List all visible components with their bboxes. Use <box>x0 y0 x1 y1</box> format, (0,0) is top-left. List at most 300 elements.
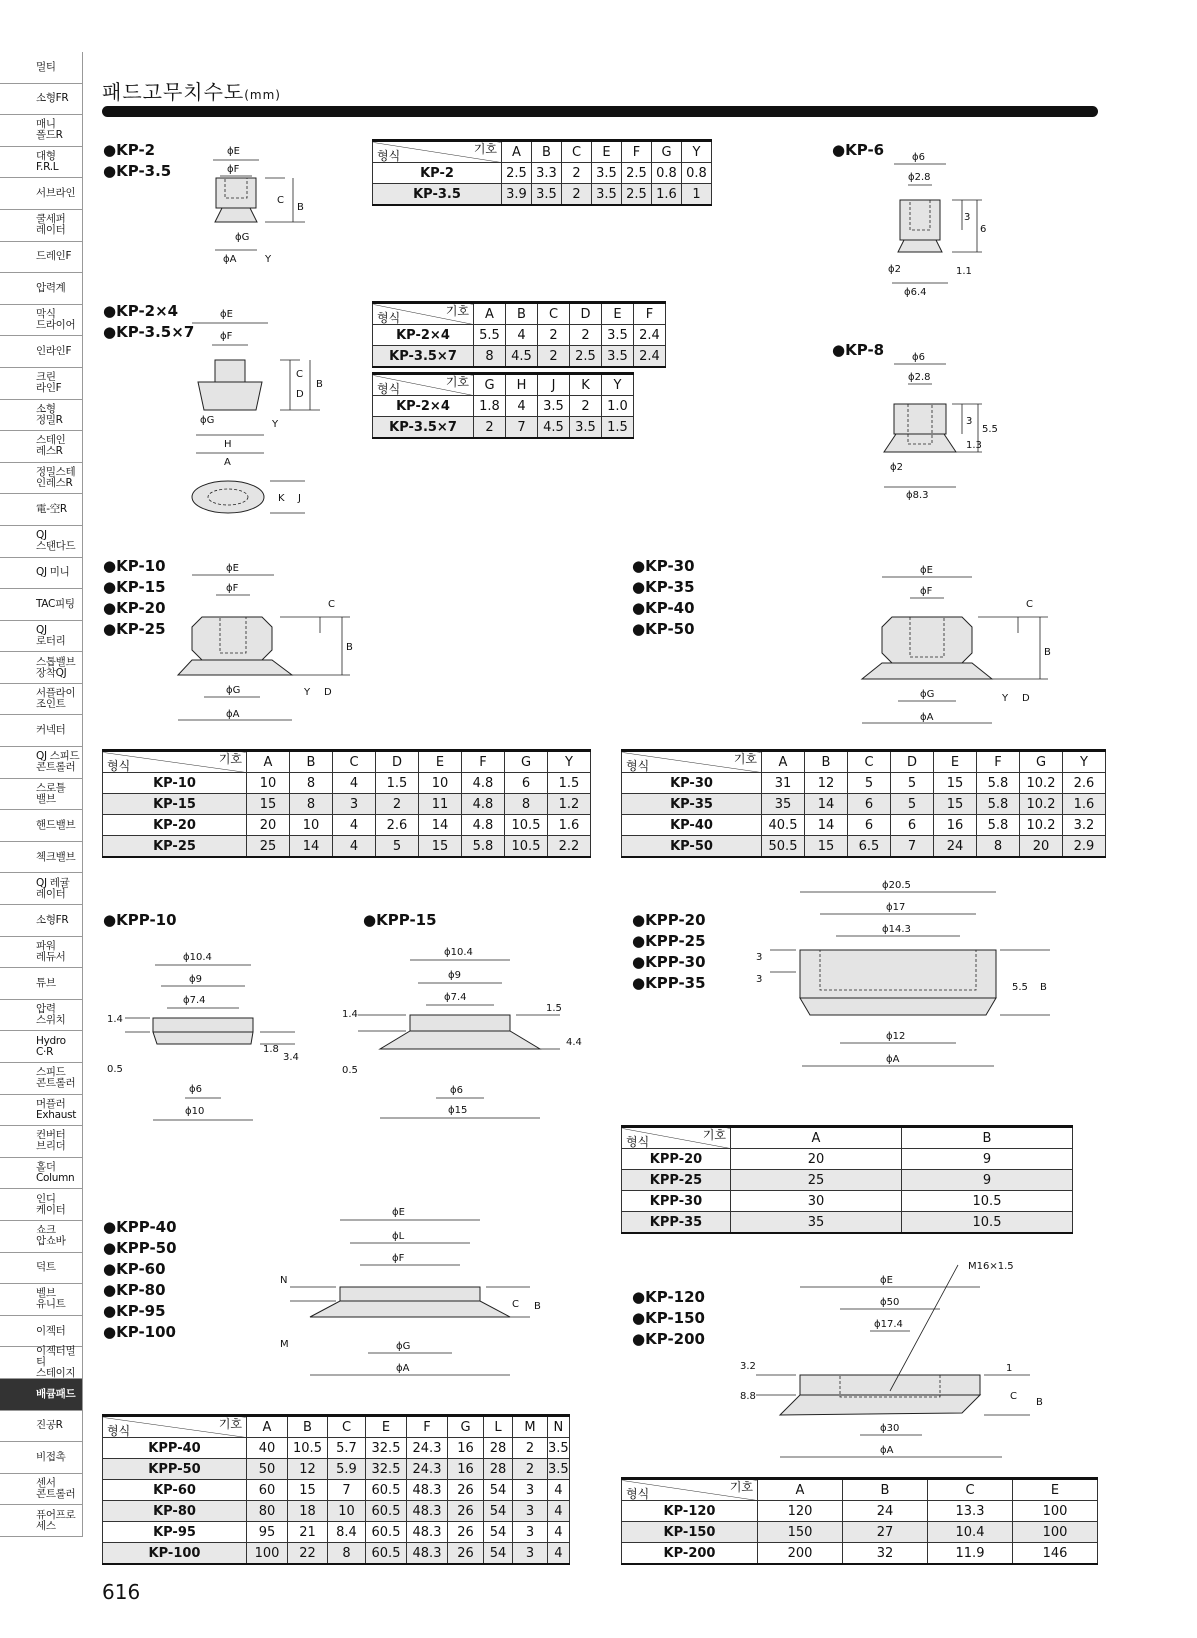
model-label: 형식 <box>626 1487 650 1501</box>
cell-value: 16 <box>934 815 977 836</box>
sidebar-item[interactable]: 스로틀 밸브 <box>0 779 83 811</box>
cell-value: 5.9 <box>328 1459 366 1480</box>
cell-value: 6 <box>848 794 891 815</box>
dim-label: ϕ20.5 <box>882 880 911 891</box>
sidebar-item[interactable]: 스피드 콘트롤러 <box>0 1063 83 1095</box>
cell-value: 8 <box>290 773 333 794</box>
table-corner-header <box>622 1479 758 1501</box>
model-name: ● KP-2×4 <box>103 301 194 322</box>
model-name: ● KP-30 <box>632 556 695 577</box>
sidebar-item[interactable]: 인디 케이터 <box>0 1189 83 1221</box>
cell-value: 12 <box>805 773 848 794</box>
dim-label: ϕ50 <box>880 1297 900 1308</box>
cell-value: 8 <box>474 346 506 368</box>
row-model: KPP-35 <box>622 1212 731 1234</box>
dim-label: C <box>277 195 284 206</box>
table-row <box>622 1149 1073 1170</box>
sidebar-item[interactable]: QJ 스탠다드 <box>0 526 83 558</box>
sidebar-item[interactable]: 핸드밸브 <box>0 810 83 842</box>
column-header: K <box>570 374 602 396</box>
model-name: ● KP-20 <box>103 598 166 619</box>
model-list-kp8 <box>832 340 884 361</box>
drawing-kp30 <box>868 555 1068 730</box>
dim-label: ϕ10 <box>185 1106 205 1117</box>
dim-label: ϕA <box>396 1363 410 1374</box>
column-header: B <box>290 751 333 773</box>
cell-value: 1 <box>682 184 712 206</box>
cell-value: 4 <box>333 773 376 794</box>
sidebar-item[interactable]: 쿨세퍼 레이터 <box>0 210 83 242</box>
cell-value: 2.5 <box>622 163 652 184</box>
cell-value: 32 <box>843 1543 928 1565</box>
model-list-kp6 <box>832 140 884 161</box>
model-name: ● KP-200 <box>632 1329 705 1350</box>
sidebar-item[interactable]: 소형FR <box>0 905 83 937</box>
dim-label: ϕ10.4 <box>183 952 212 963</box>
cell-value: 35 <box>762 794 805 815</box>
model-list-kpp40 <box>103 1217 177 1343</box>
dim-label: ϕF <box>226 583 239 594</box>
dim-label: J <box>298 493 301 504</box>
sidebar-item[interactable]: 튜브 <box>0 968 83 1000</box>
model-name: ● KP-3.5×7 <box>103 322 194 343</box>
cell-value: 28 <box>484 1459 513 1480</box>
dim-label: C <box>328 599 335 610</box>
column-header: E <box>592 141 622 163</box>
table-row <box>103 836 591 858</box>
cell-value: 2.6 <box>1063 773 1106 794</box>
drawing-kp6 <box>882 150 1002 298</box>
cell-value: 10.4 <box>928 1522 1013 1543</box>
column-header: F <box>634 303 666 325</box>
cell-value: 4 <box>548 1480 570 1501</box>
dim-label: 1.4 <box>342 1009 358 1020</box>
table-corner-header <box>622 751 762 773</box>
row-model: KP-60 <box>103 1480 247 1501</box>
cell-value: 4.8 <box>462 794 505 815</box>
cell-value: 8 <box>290 794 333 815</box>
sidebar-item[interactable]: 스톱밸브 장착QJ <box>0 652 83 684</box>
sidebar-item[interactable]: 매니 폴드R <box>0 115 83 147</box>
cell-value: 5.8 <box>977 815 1020 836</box>
column-header: C <box>848 751 891 773</box>
dim-label: ϕ6 <box>912 352 925 363</box>
cell-value: 3 <box>513 1501 548 1522</box>
drawing-kpp15 <box>340 935 590 1115</box>
cell-value: 10.2 <box>1020 815 1063 836</box>
table-row <box>373 417 634 439</box>
model-list-kpp15 <box>363 910 437 931</box>
dim-label: ϕ2 <box>890 462 903 473</box>
sidebar-index <box>0 52 83 1537</box>
dim-label: ϕG <box>920 689 935 700</box>
symbol-label: 기호 <box>445 375 469 389</box>
sidebar-item[interactable]: 비접촉 <box>0 1442 83 1474</box>
cell-value: 10.5 <box>505 836 548 858</box>
sidebar-item[interactable]: 퓨어프로 세스 <box>0 1505 83 1537</box>
sidebar-item[interactable]: 스테인 레스R <box>0 431 83 463</box>
cell-value: 48.3 <box>407 1480 448 1501</box>
table-row <box>103 794 591 815</box>
cell-value: 10 <box>247 773 290 794</box>
cell-value: 48.3 <box>407 1522 448 1543</box>
dim-label: ϕF <box>392 1253 405 1264</box>
sidebar-item[interactable]: 커넥터 <box>0 715 83 747</box>
sidebar-item[interactable]: 덕트 <box>0 1253 83 1285</box>
cell-value: 25 <box>731 1170 902 1191</box>
cell-value: 40.5 <box>762 815 805 836</box>
dim-label: N <box>280 1275 288 1286</box>
dim-label: H <box>224 439 232 450</box>
model-list-kp120 <box>632 1287 705 1350</box>
sidebar-item[interactable]: 電-空R <box>0 494 83 526</box>
cell-value: 14 <box>290 836 333 858</box>
dim-label: ϕ9 <box>189 974 202 985</box>
dim-label: ϕ30 <box>880 1423 900 1434</box>
dim-label: Y <box>265 254 272 265</box>
dim-label: B <box>316 379 323 390</box>
column-header: C <box>538 303 570 325</box>
drawing-kp120 <box>740 1261 1070 1465</box>
cell-value: 10.2 <box>1020 794 1063 815</box>
cell-value: 7 <box>891 836 934 858</box>
dim-label: 3 <box>966 416 973 427</box>
cell-value: 1.5 <box>548 773 591 794</box>
model-label: 형식 <box>107 1424 131 1438</box>
dim-label: C <box>1010 1391 1017 1402</box>
column-header: A <box>247 1416 288 1438</box>
column-header: E <box>934 751 977 773</box>
row-model: KPP-50 <box>103 1459 247 1480</box>
dim-label: ϕ8.3 <box>906 490 929 501</box>
dim-label: B <box>1044 647 1051 658</box>
cell-value: 2 <box>376 794 419 815</box>
dim-label: ϕE <box>220 309 233 320</box>
model-name: ● KPP-50 <box>103 1238 177 1259</box>
cell-value: 2 <box>562 184 592 206</box>
dim-label: ϕ6.4 <box>904 287 927 298</box>
cell-value: 10 <box>328 1501 366 1522</box>
cell-value: 32.5 <box>366 1459 407 1480</box>
sidebar-item[interactable]: 쇼크 압쇼바 <box>0 1221 83 1253</box>
dim-label: Y <box>304 687 311 698</box>
sidebar-item[interactable]: 대형 F.R.L <box>0 147 83 179</box>
sidebar-item[interactable]: 머플러 Exhaust <box>0 1095 83 1127</box>
cell-value: 21 <box>288 1522 328 1543</box>
cell-value: 2 <box>513 1459 548 1480</box>
column-header: Y <box>548 751 591 773</box>
cell-value: 14 <box>805 815 848 836</box>
column-header: C <box>328 1416 366 1438</box>
column-header: F <box>462 751 505 773</box>
cell-value: 2.6 <box>376 815 419 836</box>
row-model: KP-2 <box>373 163 502 184</box>
model-list-kp2 <box>103 140 171 182</box>
cell-value: 6.5 <box>848 836 891 858</box>
dim-label: ϕ6 <box>450 1085 463 1096</box>
column-header: G <box>474 374 506 396</box>
dim-label: ϕ6 <box>912 152 925 163</box>
drawing-kp10 <box>180 555 370 725</box>
cell-value: 3.5 <box>592 163 622 184</box>
column-header: G <box>1020 751 1063 773</box>
column-header: H <box>506 374 538 396</box>
cell-value: 2.2 <box>548 836 591 858</box>
row-model: KP-10 <box>103 773 247 794</box>
sidebar-item[interactable]: 배큠패드 <box>0 1379 83 1411</box>
column-header: G <box>652 141 682 163</box>
cell-value: 2 <box>570 396 602 417</box>
column-header: A <box>502 141 532 163</box>
sidebar-item[interactable]: 첵크밸브 <box>0 842 83 874</box>
cell-value: 20 <box>247 815 290 836</box>
cell-value: 2 <box>513 1438 548 1459</box>
dim-label: 0.5 <box>107 1064 123 1075</box>
cell-value: 95 <box>247 1522 288 1543</box>
page-number: 616 <box>102 1580 141 1604</box>
cell-value: 1.6 <box>1063 794 1106 815</box>
cell-value: 10 <box>290 815 333 836</box>
row-model: KPP-25 <box>622 1170 731 1191</box>
table-row <box>622 836 1106 858</box>
sidebar-item[interactable]: 이젝터 <box>0 1316 83 1348</box>
column-header: B <box>288 1416 328 1438</box>
cell-value: 5.8 <box>977 773 1020 794</box>
sidebar-item[interactable]: 파워 레듀서 <box>0 937 83 969</box>
dim-label: 5.5 <box>1012 982 1028 993</box>
dim-label: C <box>512 1299 519 1310</box>
model-label: 형식 <box>626 1135 650 1149</box>
sidebar-item[interactable]: 압력계 <box>0 273 83 305</box>
sidebar-item[interactable]: 멀티 <box>0 52 83 84</box>
dim-label: ϕG <box>200 415 215 426</box>
dim-label: ϕ17.4 <box>874 1319 903 1330</box>
row-model: KP-2×4 <box>373 396 474 417</box>
dim-label: ϕE <box>226 563 239 574</box>
cell-value: 3.3 <box>532 163 562 184</box>
sidebar-item[interactable]: 인라인F <box>0 336 83 368</box>
symbol-label: 기호 <box>733 752 757 766</box>
dim-label: B <box>297 202 304 213</box>
column-header: M <box>513 1416 548 1438</box>
dim-label: ϕE <box>920 565 933 576</box>
dim-label: 1 <box>1006 1363 1013 1374</box>
sidebar-item[interactable]: QJ 미니 <box>0 558 83 590</box>
sidebar-item[interactable]: QJ 로터리 <box>0 621 83 653</box>
dim-label: ϕ2 <box>888 264 901 275</box>
sidebar-item[interactable]: 드레인F <box>0 242 83 274</box>
table-corner-header <box>103 751 247 773</box>
cell-value: 5.8 <box>462 836 505 858</box>
drawing-kpp40 <box>280 1205 560 1390</box>
table-corner-header <box>103 1416 247 1438</box>
sidebar-item[interactable]: Hydro C·R <box>0 1031 83 1063</box>
sidebar-item[interactable]: 벨브 유니트 <box>0 1284 83 1316</box>
table-row <box>103 815 591 836</box>
cell-value: 4 <box>333 815 376 836</box>
cell-value: 5.7 <box>328 1438 366 1459</box>
column-header: F <box>407 1416 448 1438</box>
sidebar-item[interactable]: 진공R <box>0 1411 83 1443</box>
cell-value: 4.5 <box>538 417 570 439</box>
sidebar-item[interactable]: 이젝터멀티 스테이지 <box>0 1347 83 1379</box>
dim-label: ϕ7.4 <box>183 995 206 1006</box>
column-header: Y <box>682 141 712 163</box>
cell-value: 2 <box>474 417 506 439</box>
row-model: KP-120 <box>622 1501 758 1522</box>
cell-value: 5 <box>376 836 419 858</box>
dim-label: ϕ14.3 <box>882 924 911 935</box>
symbol-label: 기호 <box>218 752 242 766</box>
spec-table-kp30 <box>621 749 1106 858</box>
cell-value: 12 <box>288 1459 328 1480</box>
cell-value: 30 <box>731 1191 902 1212</box>
table-corner-header <box>373 141 502 163</box>
sidebar-item[interactable]: 소형FR <box>0 84 83 116</box>
cell-value: 100 <box>247 1543 288 1565</box>
cell-value: 4 <box>548 1501 570 1522</box>
sidebar-item[interactable]: 센서 콘트롤러 <box>0 1474 83 1506</box>
sidebar-item[interactable]: 크린 라인F <box>0 368 83 400</box>
cell-value: 2.5 <box>622 184 652 206</box>
cell-value: 27 <box>843 1522 928 1543</box>
sidebar-item[interactable]: QJ 스피드 콘트롤러 <box>0 747 83 779</box>
dim-label: 4.4 <box>566 1037 582 1048</box>
dim-label: 3.4 <box>283 1052 299 1063</box>
sidebar-item[interactable]: 소형 정밀R <box>0 400 83 432</box>
dim-label: ϕ17 <box>886 902 906 913</box>
row-model: KP-40 <box>622 815 762 836</box>
cell-value: 14 <box>805 794 848 815</box>
column-header: E <box>1013 1479 1098 1501</box>
cell-value: 10.2 <box>1020 773 1063 794</box>
model-name: ● KPP-15 <box>363 910 437 931</box>
cell-value: 11.9 <box>928 1543 1013 1565</box>
sidebar-item[interactable]: 서브라인 <box>0 178 83 210</box>
cell-value: 3 <box>513 1480 548 1501</box>
dim-label: 1.5 <box>546 1003 562 1014</box>
title-divider <box>102 106 1098 117</box>
model-name: ● KP-80 <box>103 1280 177 1301</box>
cell-value: 60.5 <box>366 1543 407 1565</box>
row-model: KP-100 <box>103 1543 247 1565</box>
column-header: D <box>570 303 602 325</box>
cell-value: 8 <box>328 1543 366 1565</box>
cell-value: 1.8 <box>474 396 506 417</box>
spec-table-kp2x4-a <box>372 301 666 368</box>
drawing-kp2x4 <box>190 305 340 515</box>
cell-value: 3.5 <box>532 184 562 206</box>
cell-value: 26 <box>448 1543 484 1565</box>
cell-value: 3 <box>513 1522 548 1543</box>
symbol-label: 기호 <box>729 1480 753 1494</box>
column-header: A <box>474 303 506 325</box>
cell-value: 48.3 <box>407 1501 448 1522</box>
row-model: KP-30 <box>622 773 762 794</box>
cell-value: 15 <box>288 1480 328 1501</box>
cell-value: 200 <box>758 1543 843 1565</box>
dim-label: B <box>1040 982 1047 993</box>
cell-value: 26 <box>448 1480 484 1501</box>
cell-value: 5 <box>891 773 934 794</box>
dim-label: 3 <box>964 212 971 223</box>
cell-value: 3.5 <box>602 346 634 368</box>
row-model: KP-2×4 <box>373 325 474 346</box>
row-model: KPP-30 <box>622 1191 731 1212</box>
dim-label: 1.1 <box>956 266 972 277</box>
cell-value: 150 <box>758 1522 843 1543</box>
cell-value: 48.3 <box>407 1543 448 1565</box>
cell-value: 5.8 <box>977 794 1020 815</box>
column-header: B <box>902 1127 1073 1149</box>
cell-value: 18 <box>288 1501 328 1522</box>
dim-label: ϕ10.4 <box>444 947 473 958</box>
model-name: ● KPP-30 <box>632 952 706 973</box>
cell-value: 4 <box>548 1522 570 1543</box>
column-header: A <box>758 1479 843 1501</box>
sidebar-item[interactable]: 컨버터 브리더 <box>0 1126 83 1158</box>
sidebar-item[interactable]: QJ 레귤 레이터 <box>0 873 83 905</box>
cell-value: 32.5 <box>366 1438 407 1459</box>
cell-value: 7 <box>506 417 538 439</box>
spec-table-kp120 <box>621 1477 1098 1565</box>
cell-value: 1.5 <box>376 773 419 794</box>
sidebar-item[interactable]: 막식 드라이어 <box>0 305 83 337</box>
cell-value: 2.4 <box>634 325 666 346</box>
cell-value: 1.2 <box>548 794 591 815</box>
drawing-kp8 <box>882 352 1002 501</box>
sidebar-item[interactable]: 압력 스위치 <box>0 1000 83 1032</box>
dim-label: B <box>346 642 353 653</box>
row-model: KPP-20 <box>622 1149 731 1170</box>
symbol-label: 기호 <box>702 1128 726 1142</box>
model-name: ● KPP-35 <box>632 973 706 994</box>
cell-value: 54 <box>484 1543 513 1565</box>
cell-value: 2.4 <box>634 346 666 368</box>
row-model: KP-200 <box>622 1543 758 1565</box>
cell-value: 20 <box>1020 836 1063 858</box>
dim-label: D <box>296 389 304 400</box>
dim-label: ϕA <box>223 254 237 265</box>
cell-value: 3.2 <box>1063 815 1106 836</box>
sidebar-item[interactable]: 서플라이 조인트 <box>0 684 83 716</box>
dim-label: 0.5 <box>342 1065 358 1076</box>
row-model: KP-15 <box>103 794 247 815</box>
cell-value: 50 <box>247 1459 288 1480</box>
drawing-kpp10 <box>105 940 315 1115</box>
table-corner-header <box>373 374 474 396</box>
table-row <box>103 1459 570 1480</box>
cell-value: 40 <box>247 1438 288 1459</box>
table-row <box>622 1522 1098 1543</box>
cell-value: 15 <box>934 794 977 815</box>
model-label: 형식 <box>377 382 401 396</box>
cell-value: 60.5 <box>366 1480 407 1501</box>
drawing-kp2 <box>205 140 325 270</box>
spec-table-kp10 <box>102 749 591 858</box>
cell-value: 3.5 <box>548 1438 570 1459</box>
model-name: ● KP-2 <box>103 140 171 161</box>
sidebar-item[interactable]: TAC피팅 <box>0 589 83 621</box>
dim-label: ϕE <box>392 1207 405 1218</box>
cell-value: 60.5 <box>366 1522 407 1543</box>
dim-label: ϕA <box>880 1445 894 1456</box>
sidebar-item[interactable]: 홀더 Column <box>0 1158 83 1190</box>
spec-table-kp2x4-b <box>372 372 634 439</box>
model-name: ● KP-15 <box>103 577 166 598</box>
cell-value: 1.0 <box>602 396 634 417</box>
sidebar-item[interactable]: 정밀스테 인레스R <box>0 463 83 495</box>
